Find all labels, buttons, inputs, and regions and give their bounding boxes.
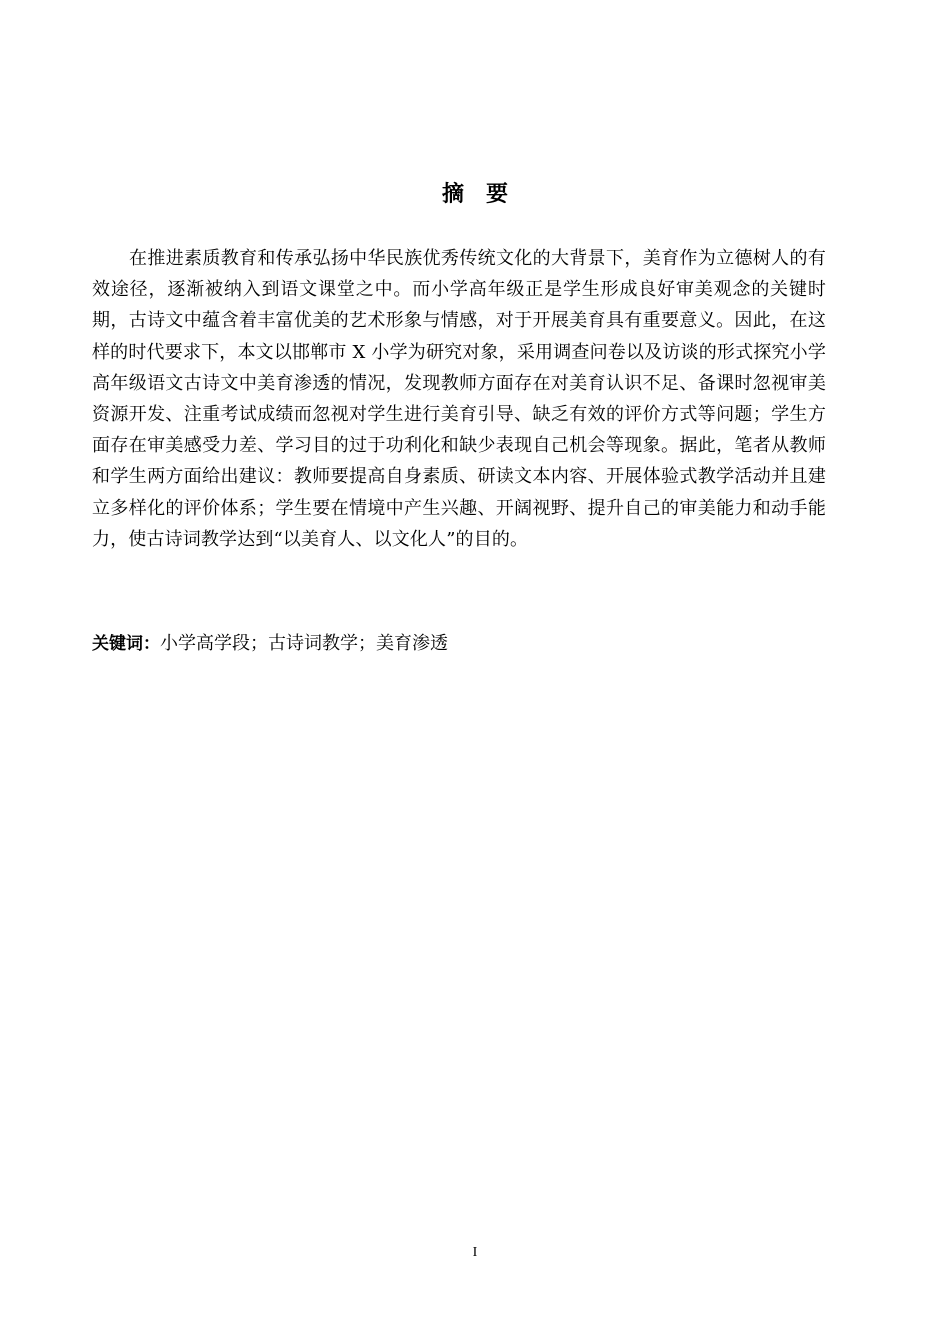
page-title: 摘要 xyxy=(441,182,530,207)
keywords-label: 关键词： xyxy=(92,634,160,654)
keywords-line xyxy=(92,628,826,660)
page-number: I xyxy=(472,1245,478,1260)
abstract-paragraph: 在推进素质教育和传承弘扬中华民族优秀传统文化的大背景下，美育作为立德树人的有效途径，逐渐被纳入到语文课堂之中。而小学高年级正是学生形成良好审美观念的关键时期，古诗文中蕴含着丰富优美的艺术形象与情感，对于开展美育具有重要意义。因此，在这样的时代要求下，本文以邯郸市 X 小学为研究对象，采用调查问卷以及访谈的形式探究小学高年级语文古诗文中美育渗透的情况，发现教师方面存在对美育认识不足、备课时忽视审美资源开发、注重考试成绩而忽视对学生进行美育引导、缺乏有效的评价方式等问题；学生方面存在审美感受力差、学习目的过于功利化和缺少表现自己机会等现象。据此，笔者从教师和学生两方面给出建议：教师要提高自身素质、研读文本内容、开展体验式教学活动并且建立多样化的评价体系；学生要在情境中产生兴趣、开阔视野、提升自己的审美能力和动手能力，使古诗词教学达到“以美育人、以文化人”的目的。 xyxy=(92,248,826,550)
keywords-text: 小学高学段；古诗词教学；美育渗透 xyxy=(160,633,448,654)
